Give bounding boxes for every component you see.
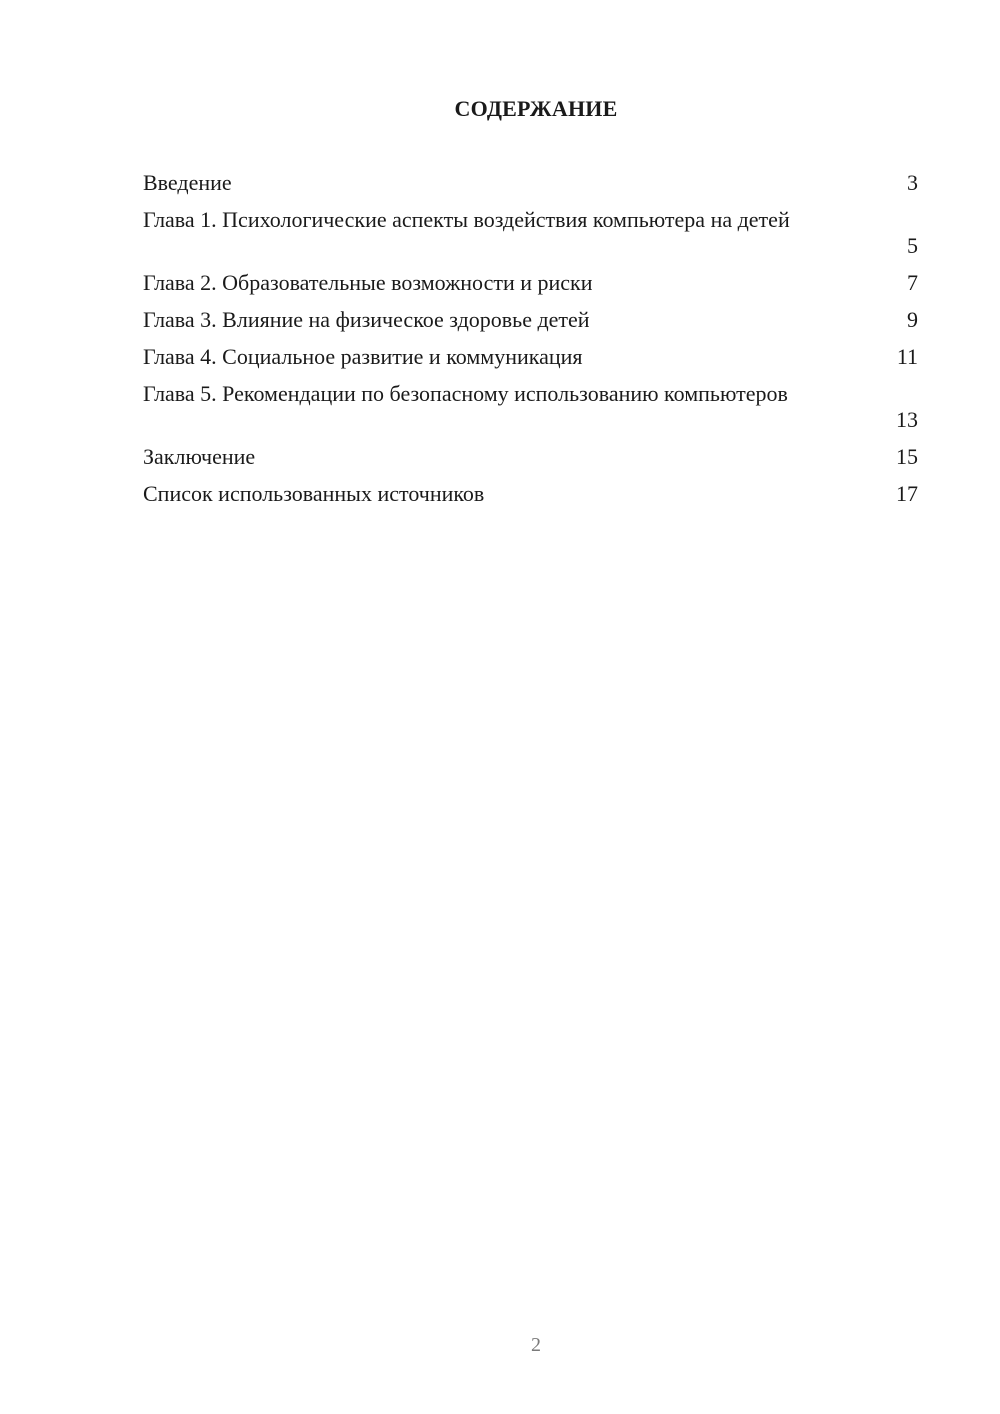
toc-entry-page-number: 13: [896, 407, 918, 432]
toc-entry-label: Заключение: [143, 444, 256, 469]
toc-entry-page-number: 3: [907, 170, 918, 195]
toc-entry-page-number: 7: [907, 270, 918, 295]
toc-entry-references[interactable]: [143, 481, 918, 518]
toc-entry-page-number: 17: [896, 481, 918, 506]
toc-entry-chapter-2[interactable]: [143, 270, 918, 307]
toc-entry-page-number: 5: [907, 233, 918, 258]
toc-entry-page-number: 15: [896, 444, 918, 469]
toc-entry-label: Глава 4. Социальное развитие и коммуникация: [143, 344, 583, 369]
toc-entry-label: Глава 3. Влияние на физическое здоровье детей: [143, 307, 590, 332]
toc-entry-label: Глава 2. Образовательные возможности и риски: [143, 270, 593, 295]
toc-entry-label: Глава 5. Рекомендации по безопасному использованию компьютеров: [143, 381, 788, 406]
toc-entry-label: Глава 1. Психологические аспекты воздействия компьютера на детей: [143, 207, 790, 232]
toc-entry-label: Список использованных источников: [143, 481, 485, 506]
toc-entry-chapter-4[interactable]: [143, 344, 918, 381]
toc-entry-page-number: 9: [907, 307, 918, 332]
toc-entry-chapter-1[interactable]: [143, 207, 918, 270]
toc-entry-chapter-3[interactable]: [143, 307, 918, 344]
toc-entry-chapter-5[interactable]: [143, 381, 918, 444]
toc-entry-conclusion[interactable]: [143, 444, 918, 481]
toc-entry-introduction[interactable]: [143, 170, 918, 207]
toc-title: СОДЕРЖАНИЕ: [454, 96, 618, 121]
toc-entry-label: Введение: [143, 170, 232, 195]
table-of-contents: [143, 170, 918, 518]
page-number: 2: [531, 1334, 541, 1356]
toc-entry-page-number: 11: [896, 344, 918, 369]
